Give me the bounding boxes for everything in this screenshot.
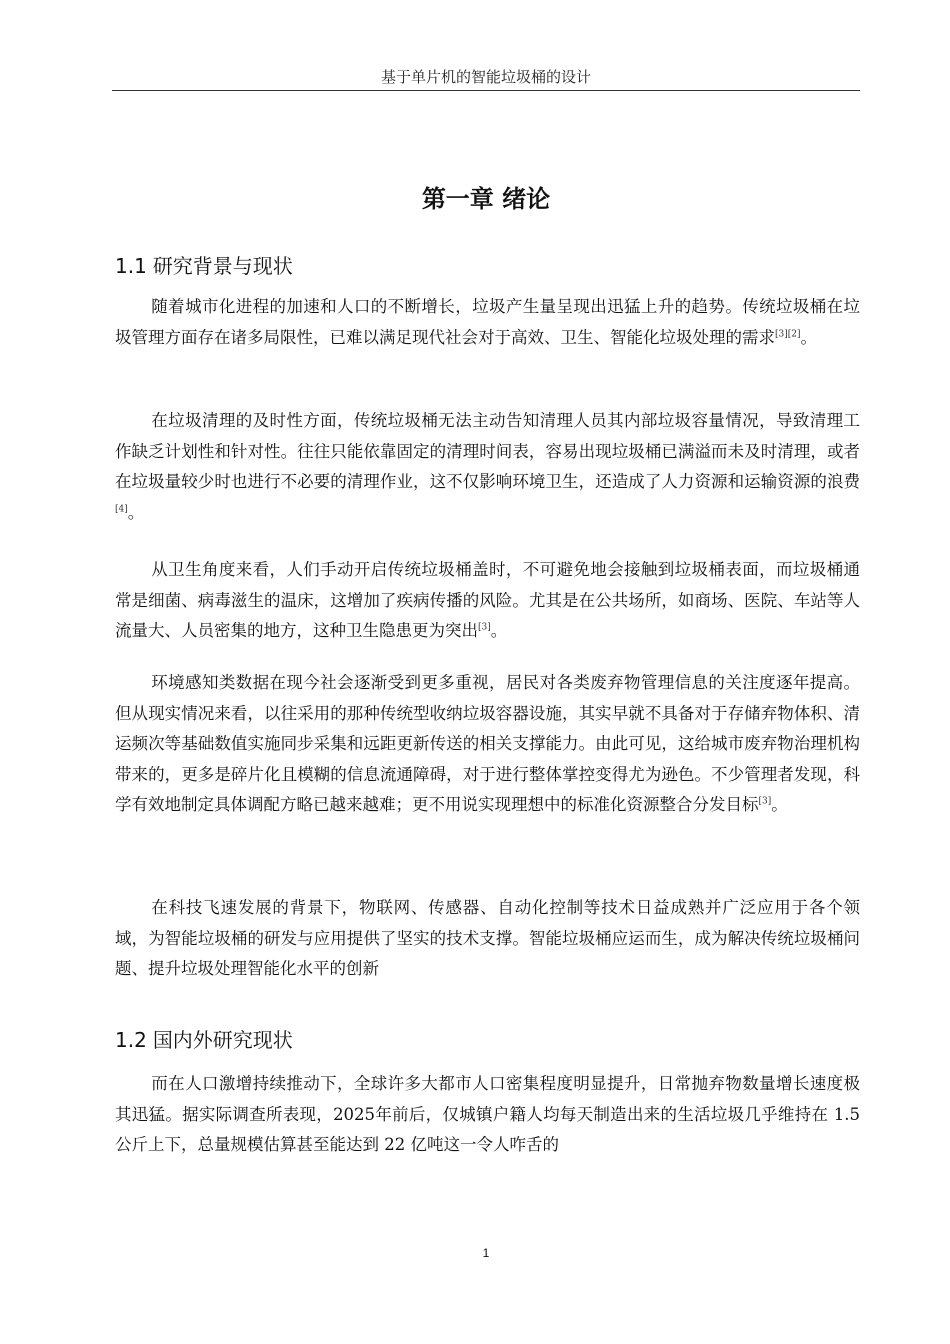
paragraph-text: 而在人口激增持续推动下，全球许多大都市人口密集程度明显提升，日常抛弃物数量增长速度极其迅猛。据实际调查所表现，2025年前后，仅城镇户籍人均每天制造出来的生活垃圾几乎维持在 1.5 公斤上下，总量规模估算甚至能达到 22 亿吨这一令人咋舌的 <box>115 1074 860 1154</box>
paragraph <box>115 292 860 353</box>
section-title: 研究背景与现状 <box>152 254 293 278</box>
section-title: 国内外研究现状 <box>152 1028 293 1052</box>
paragraph-tail: 。 <box>771 795 788 814</box>
paragraph-text: 环境感知类数据在现今社会逐渐受到更多重视，居民对各类废弃物管理信息的关注度逐年提高。但从现实情况来看，以往采用的那种传统型收纳垃圾容器设施，其实早就不具备对于存储弃物体积、清运频次等基础数值实施同步采集和远距更新传送的相关支撑能力。由此可见，这给城市废弃物治理机构带来的，更多是碎片化且模糊的信息流通障碍，对于进行整体掌控变得尤为逊色。不少管理者发现，科学有效地制定具体调配方略已越来越难；更不用说实现理想中的标准化资源整合分发目标 <box>115 673 860 814</box>
paragraph <box>115 555 860 647</box>
paragraph <box>115 668 860 821</box>
paragraph <box>115 893 860 985</box>
paragraph-tail: 。 <box>800 327 817 347</box>
chapter-title: 第一章 绪论 <box>421 185 551 213</box>
citation: [3] <box>478 622 491 633</box>
page-number: 1 <box>482 1246 490 1260</box>
citation: [3] <box>758 796 772 807</box>
paragraph-tail: 。 <box>490 621 508 640</box>
paragraph-tail: 。 <box>127 502 145 522</box>
paragraph <box>115 1069 860 1161</box>
running-header: 基于单片机的智能垃圾桶的设计 <box>380 68 591 86</box>
citation: [4] <box>115 504 128 514</box>
section-number: 1.1 <box>115 254 147 278</box>
paragraph <box>115 406 860 528</box>
section-heading-1-2 <box>115 1026 855 1054</box>
paragraph-text: 在垃圾清理的及时性方面，传统垃圾桶无法主动告知清理人员其内部垃圾容量情况，导致清理工作缺乏计划性和针对性。往往只能依靠固定的清理时间表，容易出现垃圾桶已满溢而未及时清理，或者在垃圾量较少时也进行不必要的清理作业，这不仅影响环境卫生，还造成了人力资源和运输资源的浪费 <box>115 411 860 491</box>
paragraph-text: 随着城市化进程的加速和人口的不断增长，垃圾产生量呈现出迅猛上升的趋势。传统垃圾桶在垃圾管理方面存在诸多局限性，已难以满足现代社会对于高效、卫生、智能化垃圾处理的需求 <box>115 297 860 347</box>
section-number: 1.2 <box>115 1028 147 1052</box>
header-divider <box>112 90 860 91</box>
citation: [3][2] <box>775 329 801 339</box>
paragraph-text: 在科技飞速发展的背景下，物联网、传感器、自动化控制等技术日益成熟并广泛应用于各个领域，为智能垃圾桶的研发与应用提供了坚实的技术支撑。智能垃圾桶应运而生，成为解决传统垃圾桶问题、提升垃圾处理智能化水平的创新 <box>115 898 860 978</box>
paragraph-text: 从卫生角度来看，人们手动开启传统垃圾桶盖时，不可避免地会接触到垃圾桶表面，而垃圾桶通常是细菌、病毒滋生的温床，这增加了疾病传播的风险。尤其是在公共场所，如商场、医院、车站等人流量大、人员密集的地方，这种卫生隐患更为突出 <box>115 560 860 640</box>
section-heading-1-1 <box>115 252 855 280</box>
